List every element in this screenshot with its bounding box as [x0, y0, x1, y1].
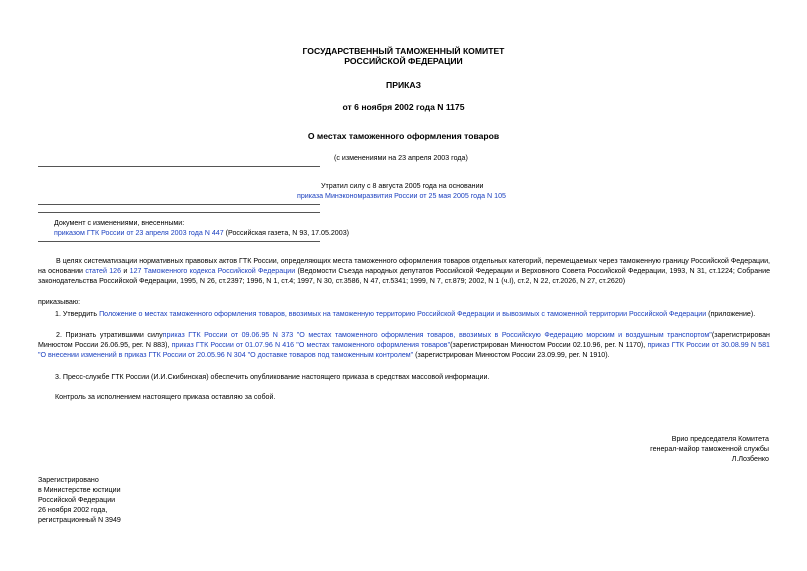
article-126-link[interactable]: статей 126 — [85, 267, 122, 275]
item-2-text: (зарегистрирован Минюстом России 23.09.99, рег. N 1910). — [413, 351, 610, 359]
item-2-text: (зарегистрирован Минюстом России 02.10.96, рег. N 1170), — [450, 341, 648, 349]
doc-title: О местах таможенного оформления товаров — [307, 131, 500, 141]
registration-line3: Российской Федерации — [38, 496, 116, 504]
signature-rank: генерал-майор таможенной службы — [650, 445, 769, 453]
item-2 — [38, 330, 770, 360]
article-127-link[interactable]: 127 Таможенного кодекса Российской Федерации — [129, 267, 296, 275]
order-416-link[interactable]: приказ ГТК России от 01.07.96 N 416 "О местах таможенного оформления товаров" — [171, 341, 451, 349]
divider — [38, 166, 320, 167]
registration-line2: в Министерстве юстиции — [38, 486, 121, 494]
item-1 — [55, 309, 755, 319]
item-1-suffix: (приложение). — [706, 310, 756, 318]
item-2-text: (зарегистрирован Минюстом России 26.06.95, рег. N 883), — [38, 331, 770, 349]
doc-date: от 6 ноября 2002 года N 1175 — [342, 102, 465, 112]
divider — [38, 204, 320, 205]
item-3: 3. Пресс-службе ГТК России (И.И.Скибинская) обеспечить опубликование настоящего приказа в средствах массовой информации. — [55, 373, 490, 381]
preamble-text: и — [121, 267, 130, 275]
changes-line — [54, 228, 349, 238]
order-581-link[interactable]: приказ ГТК России от 30.08.99 N 581 "О внесении изменений в приказ ГТК России от 20.05.96 N 304 "О доставке товаров под таможенным контролем" — [38, 341, 770, 359]
preamble-paragraph — [38, 256, 770, 286]
divider — [38, 241, 320, 242]
registration-line4: 26 ноября 2002 года, — [38, 506, 108, 514]
signature-name: Л.Лозбенко — [731, 455, 769, 463]
item-1-prefix: 1. Утвердить — [55, 310, 100, 318]
doc-type: ПРИКАЗ — [386, 80, 421, 90]
item-2-prefix: 2. Признать утратившими силу — [56, 331, 163, 339]
org-name-line2: РОССИЙСКОЙ ФЕДЕРАЦИИ — [344, 56, 463, 66]
divider — [38, 212, 320, 213]
changes-label: Документ с изменениями, внесенными: — [54, 219, 185, 227]
org-name-line1: ГОСУДАРСТВЕННЫЙ ТАМОЖЕННЫЙ КОМИТЕТ — [302, 46, 505, 56]
control-text: Контроль за исполнением настоящего приказа оставляю за собой. — [55, 393, 276, 401]
invalid-notice-text: Утратил силу с 8 августа 2005 года на основании — [321, 182, 484, 190]
signature-position: Врио председателя Комитета — [671, 435, 769, 443]
registration-line1: Зарегистрировано — [38, 476, 99, 484]
amendments-note: (с изменениями на 23 апреля 2003 года) — [334, 154, 468, 162]
regulation-link[interactable]: Положение о местах таможенного оформления товаров, ввозимых на таможенную территорию Российской Федерации и вывозимых с таможенной территории Российской Федерации — [99, 310, 707, 318]
preamble-text: В целях систематизации нормативных правовых актов ГТК России, определяющих места таможенного оформления товаров отдельных категорий, перемещаемых через таможенную границу Российской Федерации, на основании — [38, 257, 770, 275]
registration-line5: регистрационный N 3949 — [38, 516, 121, 524]
changes-source: (Российская газета, N 93, 17.05.2003) — [223, 229, 350, 237]
order-word: приказываю: — [38, 298, 81, 306]
preamble-text: (Ведомости Съезда народных депутатов Российской Федерации и Верховного Совета Российской Федерации, 1993, N 31, ст.1224; Собрание законодательства Российской Федерации, 1995, N 26, ст.2397; 1996, N 1, ст.4; 1997, N 30, ст.3586, N 47, ст.5341; 1999, N 7, ст.879; 2002, N 1 (ч.I), ст.2, N 22, ст.2026, N 27, ст.2620) — [38, 267, 771, 285]
invalid-notice-link[interactable]: приказа Минэкономразвития России от 25 мая 2005 года N 105 — [297, 192, 506, 200]
order-373-link[interactable]: приказ ГТК России от 09.06.95 N 373 "О местах таможенного оформления товаров, ввозимых в Российскую Федерацию морским и воздушным транспортом" — [162, 331, 712, 339]
changes-link[interactable]: приказом ГТК России от 23 апреля 2003 года N 447 — [54, 229, 224, 237]
